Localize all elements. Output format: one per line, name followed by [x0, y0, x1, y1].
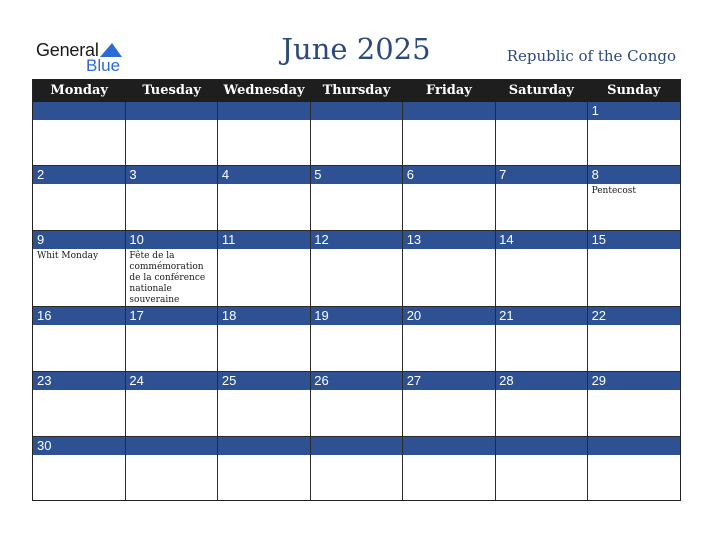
- day-cell: [125, 307, 217, 372]
- day-number: 8: [591, 167, 599, 182]
- day-cell: [33, 102, 125, 166]
- day-number: 10: [129, 232, 144, 247]
- week-row: [33, 166, 680, 231]
- day-cell: [33, 231, 125, 307]
- day-cell: [495, 166, 587, 231]
- calendar-grid: [32, 79, 681, 501]
- holiday-label: Fête de la commémoration de la conférence nationale souveraine: [129, 251, 206, 305]
- day-cell: [218, 307, 310, 372]
- day-number: 13: [406, 232, 422, 247]
- day-number: 7: [499, 167, 507, 182]
- day-cell: [403, 307, 495, 372]
- week-row: [33, 437, 680, 500]
- day-number: 20: [406, 308, 422, 323]
- day-number: 5: [314, 167, 322, 182]
- day-cell: [403, 372, 495, 437]
- week-row: [33, 231, 680, 307]
- day-cell: [125, 372, 217, 437]
- day-number: 29: [591, 373, 607, 388]
- day-cell: [588, 166, 680, 231]
- day-cell: [310, 307, 402, 372]
- logo-blue-text: Blue: [86, 56, 121, 75]
- column-divider: [587, 102, 588, 500]
- column-divider: [495, 102, 496, 500]
- weekday-monday: Monday: [50, 83, 108, 98]
- day-number: 30: [37, 438, 52, 453]
- column-divider: [310, 102, 311, 500]
- day-number: 9: [37, 232, 45, 247]
- day-cell: [125, 102, 217, 166]
- calendar-title: June 2025: [281, 32, 431, 66]
- day-cell: [310, 372, 402, 437]
- day-number: 3: [129, 167, 137, 182]
- day-number: 15: [591, 232, 607, 247]
- day-number: 1: [591, 103, 599, 118]
- day-cell: [125, 231, 217, 307]
- day-number: 4: [221, 167, 230, 182]
- day-cell: [218, 102, 310, 166]
- day-number: 19: [314, 308, 329, 323]
- day-cell: [495, 437, 587, 500]
- day-number: 24: [129, 373, 144, 388]
- day-cell: [310, 437, 402, 500]
- row-divider: [33, 371, 680, 372]
- day-number: 6: [406, 167, 414, 182]
- day-cell: [218, 231, 310, 307]
- logo-general-text: General: [36, 40, 99, 60]
- day-cell: [403, 166, 495, 231]
- day-number: 14: [499, 232, 514, 247]
- day-cell: [33, 437, 125, 500]
- day-number: 18: [221, 308, 237, 323]
- day-number: 12: [314, 232, 329, 247]
- day-cell: [125, 166, 217, 231]
- day-number: 22: [591, 308, 607, 323]
- weekday-tuesday: Tuesday: [142, 83, 201, 98]
- holiday-label: Pentecost: [591, 186, 636, 196]
- day-cell: [588, 231, 680, 307]
- day-number: 27: [406, 373, 422, 388]
- day-cell: [495, 372, 587, 437]
- day-cell: [588, 372, 680, 437]
- day-number: 23: [37, 373, 52, 388]
- day-number: 2: [37, 167, 45, 182]
- weekday-saturday: Saturday: [508, 83, 574, 98]
- day-number: 25: [221, 373, 237, 388]
- column-divider: [217, 102, 218, 500]
- day-cell: [403, 102, 495, 166]
- day-number: 26: [314, 373, 329, 388]
- day-cell: [33, 307, 125, 372]
- country-name: Republic of the Congo: [506, 47, 676, 65]
- day-cell: [588, 102, 680, 166]
- weekday-header: [33, 80, 680, 102]
- day-cell: [218, 372, 310, 437]
- row-divider: [33, 230, 680, 231]
- day-cell: [310, 166, 402, 231]
- week-row: [33, 102, 680, 166]
- day-cell: [403, 231, 495, 307]
- day-cell: [495, 102, 587, 166]
- day-number: 16: [37, 308, 52, 323]
- day-cell: [218, 166, 310, 231]
- weekday-friday: Friday: [425, 83, 472, 98]
- day-cell: [218, 437, 310, 500]
- day-number: 11: [221, 232, 236, 247]
- day-cell: [495, 231, 587, 307]
- day-cell: [125, 437, 217, 500]
- day-number: 17: [129, 308, 144, 323]
- row-divider: [33, 165, 680, 166]
- day-cell: [588, 437, 680, 500]
- day-cell: [588, 307, 680, 372]
- day-cell: [495, 307, 587, 372]
- weekday-sunday: Sunday: [607, 83, 661, 98]
- row-divider: [33, 436, 680, 437]
- day-cell: [310, 102, 402, 166]
- weekday-wednesday: Wednesday: [223, 83, 305, 98]
- column-divider: [125, 102, 126, 500]
- week-row: [33, 307, 680, 372]
- week-row: [33, 372, 680, 437]
- day-cell: [33, 166, 125, 231]
- holiday-label: Whit Monday: [37, 251, 99, 261]
- day-cell: [403, 437, 495, 500]
- day-number: 21: [499, 308, 514, 323]
- day-number: 28: [499, 373, 514, 388]
- day-cell: [310, 231, 402, 307]
- column-divider: [402, 102, 403, 500]
- weekday-thursday: Thursday: [322, 83, 391, 98]
- row-divider: [33, 306, 680, 307]
- day-cell: [33, 372, 125, 437]
